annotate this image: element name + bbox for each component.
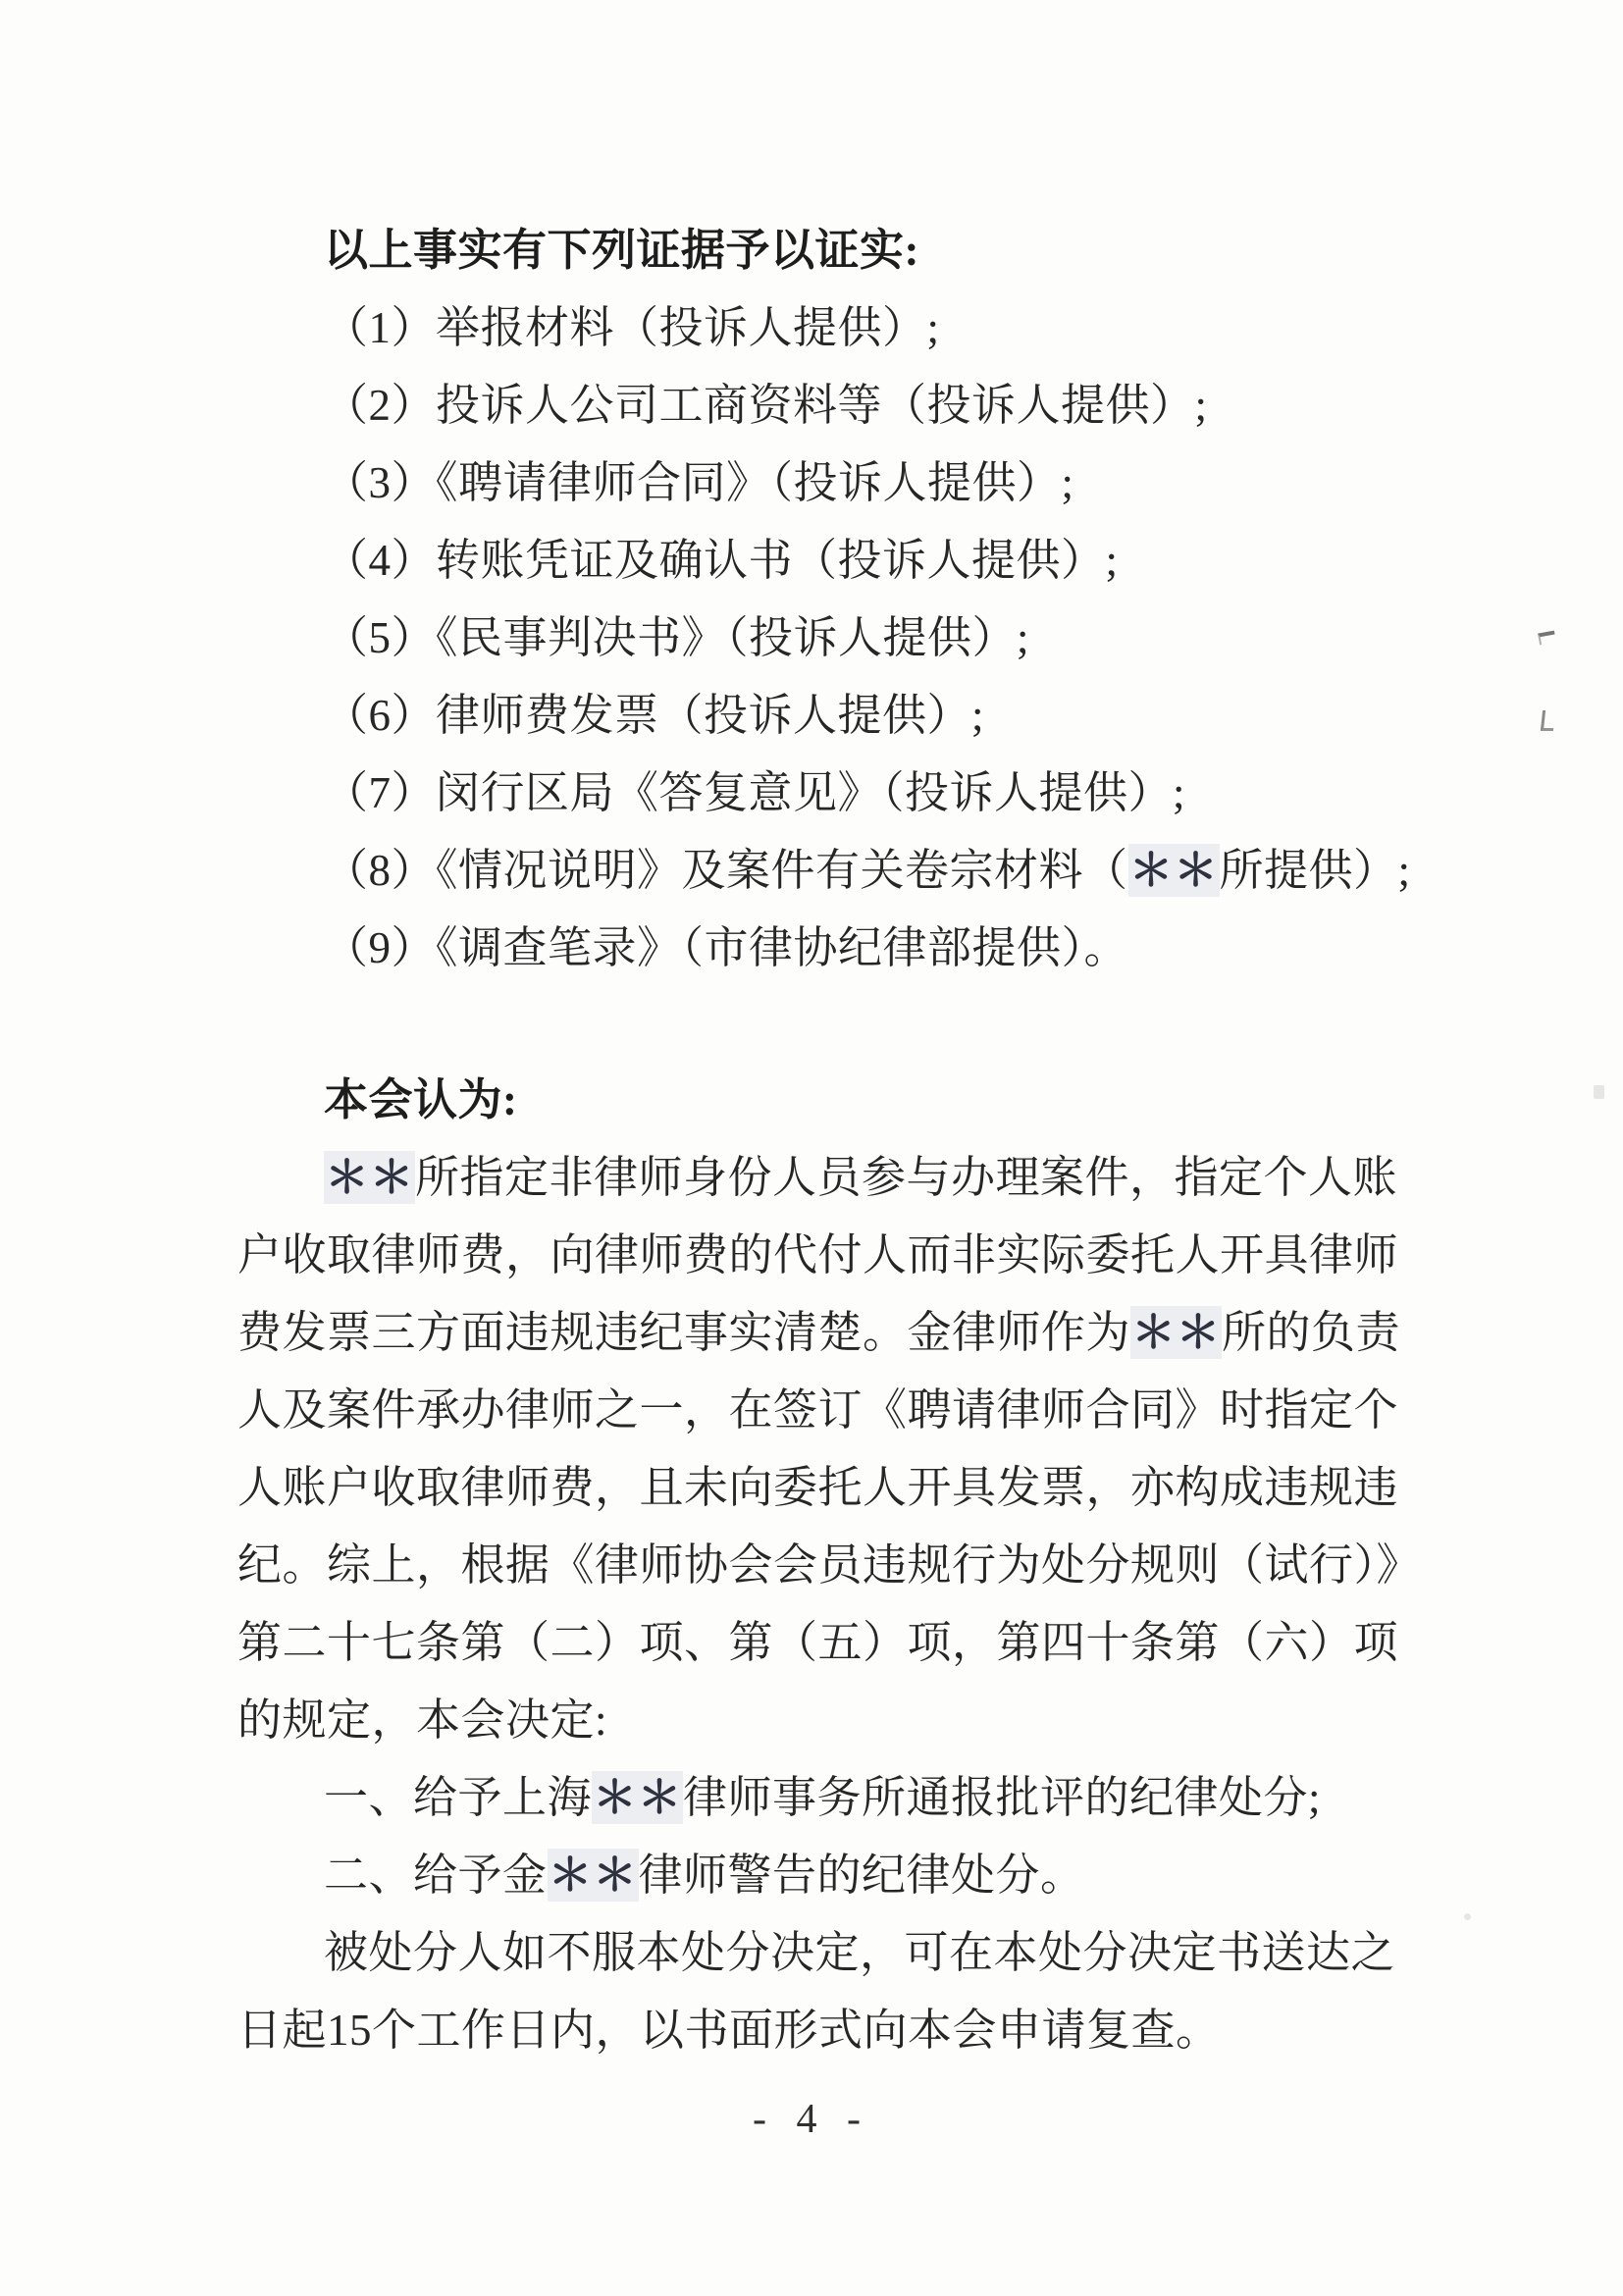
redacted-name: ＊＊ xyxy=(1128,846,1219,895)
document-body xyxy=(237,212,1422,2069)
redacted-name: ＊＊ xyxy=(1131,1308,1222,1357)
opinion-line: 的规定，本会决定: xyxy=(237,1696,608,1745)
opinion-line: ＊＊所指定非律师身份人员参与办理案件，指定个人账 xyxy=(325,1153,1398,1202)
redacted-name: ＊＊ xyxy=(325,1153,415,1202)
evidence-item-1: （1）举报材料（投诉人提供）; xyxy=(324,303,940,352)
evidence-item-2: （2）投诉人公司工商资料等（投诉人提供）; xyxy=(324,381,1208,430)
opinion-line: 人账户收取律师费，且未向委托人开具发票，亦构成违规违 xyxy=(237,1463,1399,1512)
evidence-item-9: （9）《调查笔录》（市律协纪律部提供）。 xyxy=(324,923,1129,972)
opinion-line: 纪。综上，根据《律师协会会员违规行为处分规则（试行）》 xyxy=(237,1540,1422,1590)
section-gap xyxy=(237,987,1405,1062)
evidence-heading: 以上事实有下列证据予以证实: xyxy=(324,226,919,275)
evidence-item-3: （3）《聘请律师合同》（投诉人提供）; xyxy=(324,458,1074,507)
scan-artifact xyxy=(1594,1085,1604,1099)
scan-artifact xyxy=(1538,631,1556,646)
scan-artifact xyxy=(1464,1913,1471,1920)
evidence-item-7: （7）闵行区局《答复意见》（投诉人提供）; xyxy=(324,768,1186,817)
evidence-item-5: （5）《民事判决书》（投诉人提供）; xyxy=(324,613,1030,662)
redacted-name: ＊＊ xyxy=(548,1851,638,1900)
opinion-line: 人及案件承办律师之一，在签订《聘请律师合同》时指定个 xyxy=(237,1385,1399,1435)
opinion-heading: 本会认为: xyxy=(324,1075,518,1124)
scan-artifact xyxy=(1541,710,1555,731)
evidence-item-8: （8）《情况说明》及案件有关卷宗材料（＊＊所提供）; xyxy=(324,846,1411,895)
decision-item-2: 二、给予金＊＊律师警告的纪律处分。 xyxy=(324,1851,1085,1900)
evidence-item-6: （6）律师费发票（投诉人提供）; xyxy=(324,691,985,740)
opinion-line: 第二十七条第（二）项、第（五）项，第四十条第（六）项 xyxy=(237,1618,1399,1667)
review-line: 被处分人如不服本处分决定，可在本处分决定书送达之 xyxy=(324,1928,1396,1977)
evidence-item-4: （4）转账凭证及确认书（投诉人提供）; xyxy=(324,536,1119,585)
decision-item-1: 一、给予上海＊＊律师事务所通报批评的纪律处分; xyxy=(324,1773,1322,1822)
redacted-name: ＊＊ xyxy=(593,1773,683,1822)
opinion-line: 费发票三方面违规违纪事实清楚。金律师作为＊＊所的负责 xyxy=(237,1308,1401,1357)
page-number: - 4 - xyxy=(753,2097,870,2142)
opinion-line: 户收取律师费，向律师费的代付人而非实际委托人开具律师 xyxy=(237,1230,1399,1279)
review-line: 日起15个工作日内，以书面形式向本会申请复查。 xyxy=(237,2006,1221,2055)
